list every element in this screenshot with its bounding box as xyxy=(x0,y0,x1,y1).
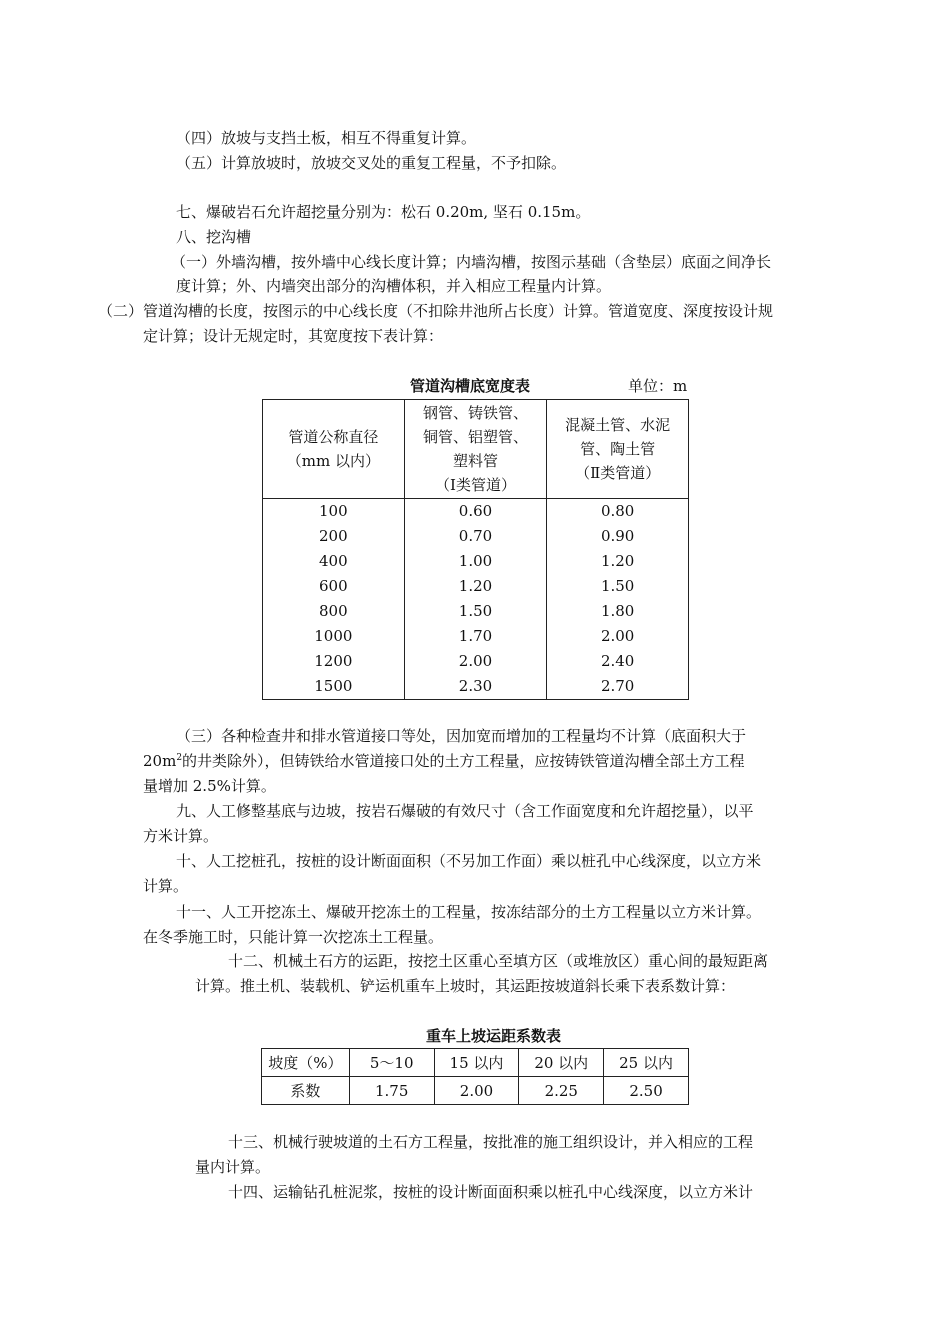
table1-header-row xyxy=(263,400,689,499)
section-8-2-line2: 定计算；设计无规定时，其宽度按下表计算： xyxy=(143,327,444,345)
section-9-line1: 九、人工修整基底与边坡，按岩石爆破的有效尺寸（含工作面宽度和允许超挖量），以平 xyxy=(176,802,754,820)
section-11-line1: 十一、人工开挖冻土、爆破开挖冻土的工程量，按冻结部分的土方工程量以立方米计算。 xyxy=(176,903,762,921)
table-row: 200 0.70 0.90 xyxy=(263,524,689,549)
section-8-1-line1: （一）外墙沟槽，按外墙中心线长度计算；内墙沟槽，按图示基础（含垫层）底面之间净长 xyxy=(171,253,772,271)
section-8-3-line2: $20m^2$的井类除外），但铸铁给水管道接口处的土方工程量，应按铸铁管道沟槽全部土方工程 xyxy=(143,752,745,770)
table-row: 1500 2.30 2.70 xyxy=(263,674,689,700)
section-10-line1: 十、人工挖桩孔，按桩的设计断面面积（不另加工作面）乘以桩孔中心线深度，以立方米 xyxy=(176,852,762,870)
section-13-line1: 十三、机械行驶坡道的土石方工程量，按批准的施工组织设计，并入相应的工程 xyxy=(228,1133,754,1151)
table-row: 坡度（%） 5～10 15 以内 20 以内 25 以内 xyxy=(262,1049,689,1077)
section-8-3-line1: （三）各种检查井和排水管道接口等处，因加宽而增加的工程量均不计算（底面积大于 xyxy=(176,727,747,745)
pipe-trench-width-table xyxy=(262,399,689,700)
table-row: 400 1.00 1.20 xyxy=(263,549,689,574)
table1-header-class1: 钢管、铸铁管、 铜管、铝塑管、 塑料管 （Ⅰ类管道） xyxy=(404,400,547,499)
table1-header-class2: 混凝土管、水泥 管、陶土管 （Ⅱ类管道） xyxy=(547,400,689,499)
para-4: （四）放坡与支挡土板，相互不得重复计算。 xyxy=(176,129,477,147)
section-8-2-line1: （二）管道沟槽的长度，按图示的中心线长度（不扣除井池所占长度）计算。管道宽度、深度按设计规 xyxy=(98,302,774,320)
table-row: 1000 1.70 2.00 xyxy=(263,624,689,649)
table2-title: 重车上坡运距系数表 xyxy=(426,1027,562,1045)
section-8-3-line3: 量增加 2.5%计算。 xyxy=(143,777,276,795)
section-12-line2: 计算。推土机、装载机、铲运机重车上坡时，其运距按坡道斜长乘下表系数计算： xyxy=(195,977,736,995)
slope-coefficient-table xyxy=(261,1048,689,1105)
para-5: （五）计算放坡时，放坡交叉处的重复工程量，不予扣除。 xyxy=(176,154,567,172)
section-14-line1: 十四、运输钻孔桩泥浆，按桩的设计断面面积乘以桩孔中心线深度，以立方米计 xyxy=(228,1183,754,1201)
section-8-1-line2: 度计算；外、内墙突出部分的沟槽体积，并入相应工程量内计算。 xyxy=(176,277,612,295)
table-row: 1200 2.00 2.40 xyxy=(263,649,689,674)
section-8-heading: 八、挖沟槽 xyxy=(176,228,252,246)
section-12-line1: 十二、机械土石方的运距，按挖土区重心至填方区（或堆放区）重心间的最短距离 xyxy=(228,952,769,970)
table1-unit: 单位：m xyxy=(628,377,688,395)
section-11-line2: 在冬季施工时，只能计算一次挖冻土工程量。 xyxy=(143,928,444,946)
section-10-line2: 计算。 xyxy=(143,877,189,895)
table-row: 100 0.60 0.80 xyxy=(263,499,689,525)
table-row: 600 1.20 1.50 xyxy=(263,574,689,599)
table1-title: 管道沟槽底宽度表 xyxy=(410,377,531,395)
section-9-line2: 方米计算。 xyxy=(143,827,219,845)
table-row: 800 1.50 1.80 xyxy=(263,599,689,624)
section-7: 七、爆破岩石允许超挖量分别为：松石 0.20m, 坚石 0.15m。 xyxy=(176,203,591,221)
table1-header-diameter: 管道公称直径 （mm 以内） xyxy=(263,400,405,499)
section-13-line2: 量内计算。 xyxy=(195,1158,271,1176)
table-row: 系数 1.75 2.00 2.25 2.50 xyxy=(262,1077,689,1105)
